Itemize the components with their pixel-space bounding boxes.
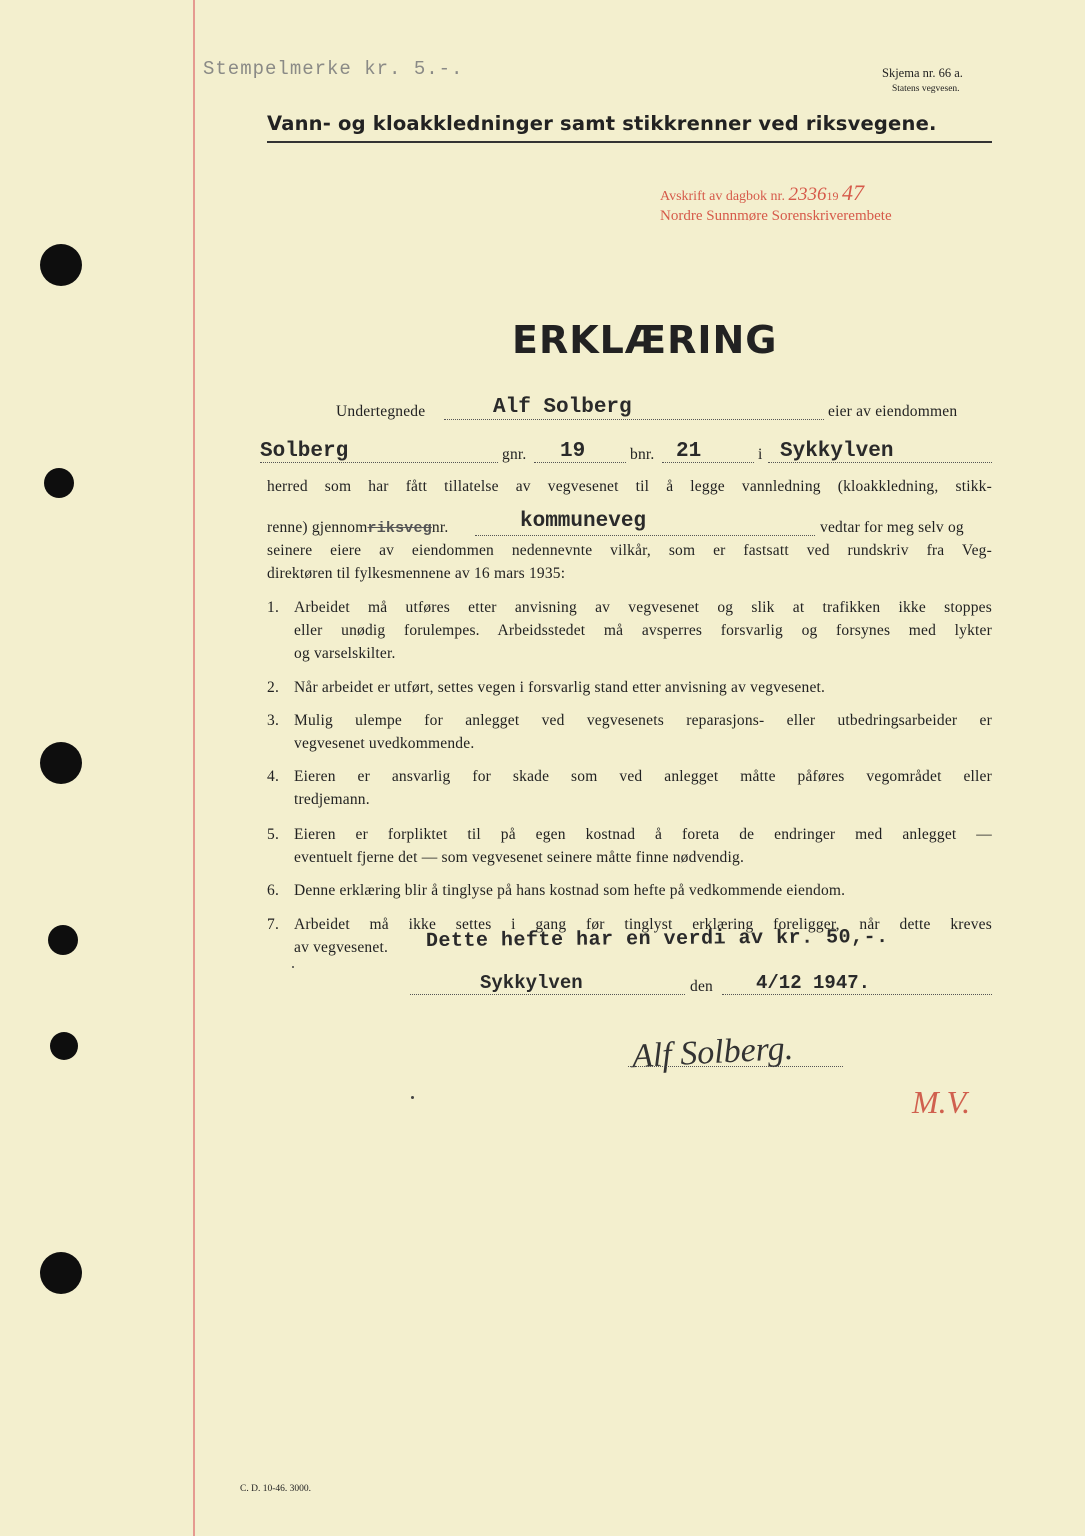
- condition-text: Mulig ulempe for anlegget ved vegvesenets reparasjons- eller utbedringsarbeider er: [294, 712, 992, 729]
- signature-line: [628, 1066, 843, 1067]
- condition-number: 3.: [267, 712, 280, 729]
- punch-hole: [40, 1252, 82, 1294]
- margin-line: [193, 0, 195, 1536]
- initials: M.V.: [912, 1084, 971, 1120]
- dotted-line: [722, 994, 992, 995]
- document-title: ERKLÆRING: [512, 318, 778, 362]
- in-label: i: [758, 446, 763, 463]
- condition-text: og varselskilter.: [294, 645, 396, 662]
- year-suffix: 47: [841, 180, 864, 205]
- bnr-label: bnr.: [630, 446, 655, 463]
- form-subtitle: Vann- og kloakkledninger samt stikkrenner ved riksvegene.: [267, 112, 937, 135]
- signature: Alf Solberg.: [631, 1029, 795, 1076]
- condition-text: Eieren er ansvarlig for skade som ved anlegget måtte påføres vegområdet eller: [294, 768, 992, 785]
- condition-text: Denne erklæring blir å tinglyse på hans kostnad som hefte på vedkommende eiendom.: [294, 882, 846, 899]
- place-field[interactable]: Sykkylven: [480, 972, 583, 994]
- dot-mark: [411, 1096, 414, 1099]
- dot-mark: [292, 966, 294, 968]
- paragraph-start: renne) gjennom: [267, 519, 368, 536]
- paragraph-line: seinere eiere av eiendommen nedennevnte vilkår, som er fastsatt ved rundskriv fra Veg-: [267, 542, 992, 559]
- road-field[interactable]: kommuneveg: [520, 510, 647, 533]
- nr-label: nr.: [431, 519, 449, 536]
- condition-text: Arbeidet må ikke settes i gang før tinglyst erklæring foreligger, når dette kreves: [294, 916, 992, 933]
- dotted-line: [444, 419, 824, 420]
- condition-number: 2.: [267, 679, 280, 696]
- dotted-line: [410, 994, 685, 995]
- municipality-field[interactable]: Sykkylven: [780, 440, 894, 463]
- registry-office: Nordre Sunnmøre Sorenskriverembete: [660, 208, 892, 224]
- den-label: den: [690, 978, 713, 995]
- paragraph-end: vedtar for meg selv og: [820, 519, 964, 536]
- condition-text: av vegvesenet.: [294, 939, 389, 956]
- gnr-label: gnr.: [502, 446, 527, 463]
- punch-hole: [40, 742, 82, 784]
- gnr-field[interactable]: 19: [560, 440, 586, 463]
- paragraph-line: herred som har fått tillatelse av vegvesenet til å legge vannledning (kloakkledning, stikk-: [267, 478, 992, 495]
- year-prefix: 19: [826, 189, 839, 203]
- undersigned-label: Undertegnede: [336, 403, 426, 420]
- owner-label: eier av eiendommen: [828, 403, 958, 420]
- condition-text: eventuelt fjerne det — som vegvesenet seinere måtte finne nødvendig.: [294, 849, 745, 866]
- registry-line: [660, 180, 864, 206]
- punch-hole: [50, 1032, 78, 1060]
- form-issuer: Statens vegvesen.: [892, 84, 960, 94]
- paragraph-line: direktøren til fylkesmennene av 16 mars 1935:: [267, 565, 566, 582]
- subtitle-rule: [267, 141, 992, 143]
- registry-prefix: Avskrift av dagbok nr.: [660, 189, 785, 204]
- footer-code: C. D. 10-46. 3000.: [240, 1484, 311, 1494]
- condition-text: vegvesenet uvedkommende.: [294, 735, 475, 752]
- punch-hole: [48, 925, 78, 955]
- condition-text: eller unødig forulempes. Arbeidsstedet må avsperres forsvarlig og forsynes med lykter: [294, 622, 992, 639]
- date-field[interactable]: 4/12 1947.: [756, 972, 871, 994]
- stamp-text: Stempelmerke kr. 5.-.: [203, 58, 464, 80]
- condition-number: 1.: [267, 599, 280, 616]
- condition-number: 4.: [267, 768, 280, 785]
- condition-text: tredjemann.: [294, 791, 370, 808]
- condition-number: 7.: [267, 916, 280, 933]
- dotted-line: [475, 535, 815, 536]
- struck-text: riksveg: [367, 520, 432, 537]
- typed-note: Dette hefte har en verdi av kr. 50,-.: [425, 925, 889, 954]
- condition-number: 6.: [267, 882, 280, 899]
- condition-text: Eieren er forpliktet til på egen kostnad å foreta de endringer med anlegget —: [294, 826, 992, 843]
- dotted-line: [260, 462, 498, 463]
- punch-hole: [44, 468, 74, 498]
- form-number: Skjema nr. 66 a.: [882, 66, 963, 80]
- journal-number: 2336: [788, 184, 827, 205]
- condition-text: Når arbeidet er utført, settes vegen i forsvarlig stand etter anvisning av vegvesenet.: [294, 679, 826, 696]
- bnr-field[interactable]: 21: [676, 440, 702, 463]
- property-field[interactable]: Solberg: [260, 440, 349, 463]
- punch-hole: [40, 244, 82, 286]
- undersigned-field[interactable]: Alf Solberg: [493, 396, 632, 419]
- condition-text: Arbeidet må utføres etter anvisning av vegvesenet og slik at trafikken ikke stoppes: [294, 599, 992, 616]
- condition-number: 5.: [267, 826, 280, 843]
